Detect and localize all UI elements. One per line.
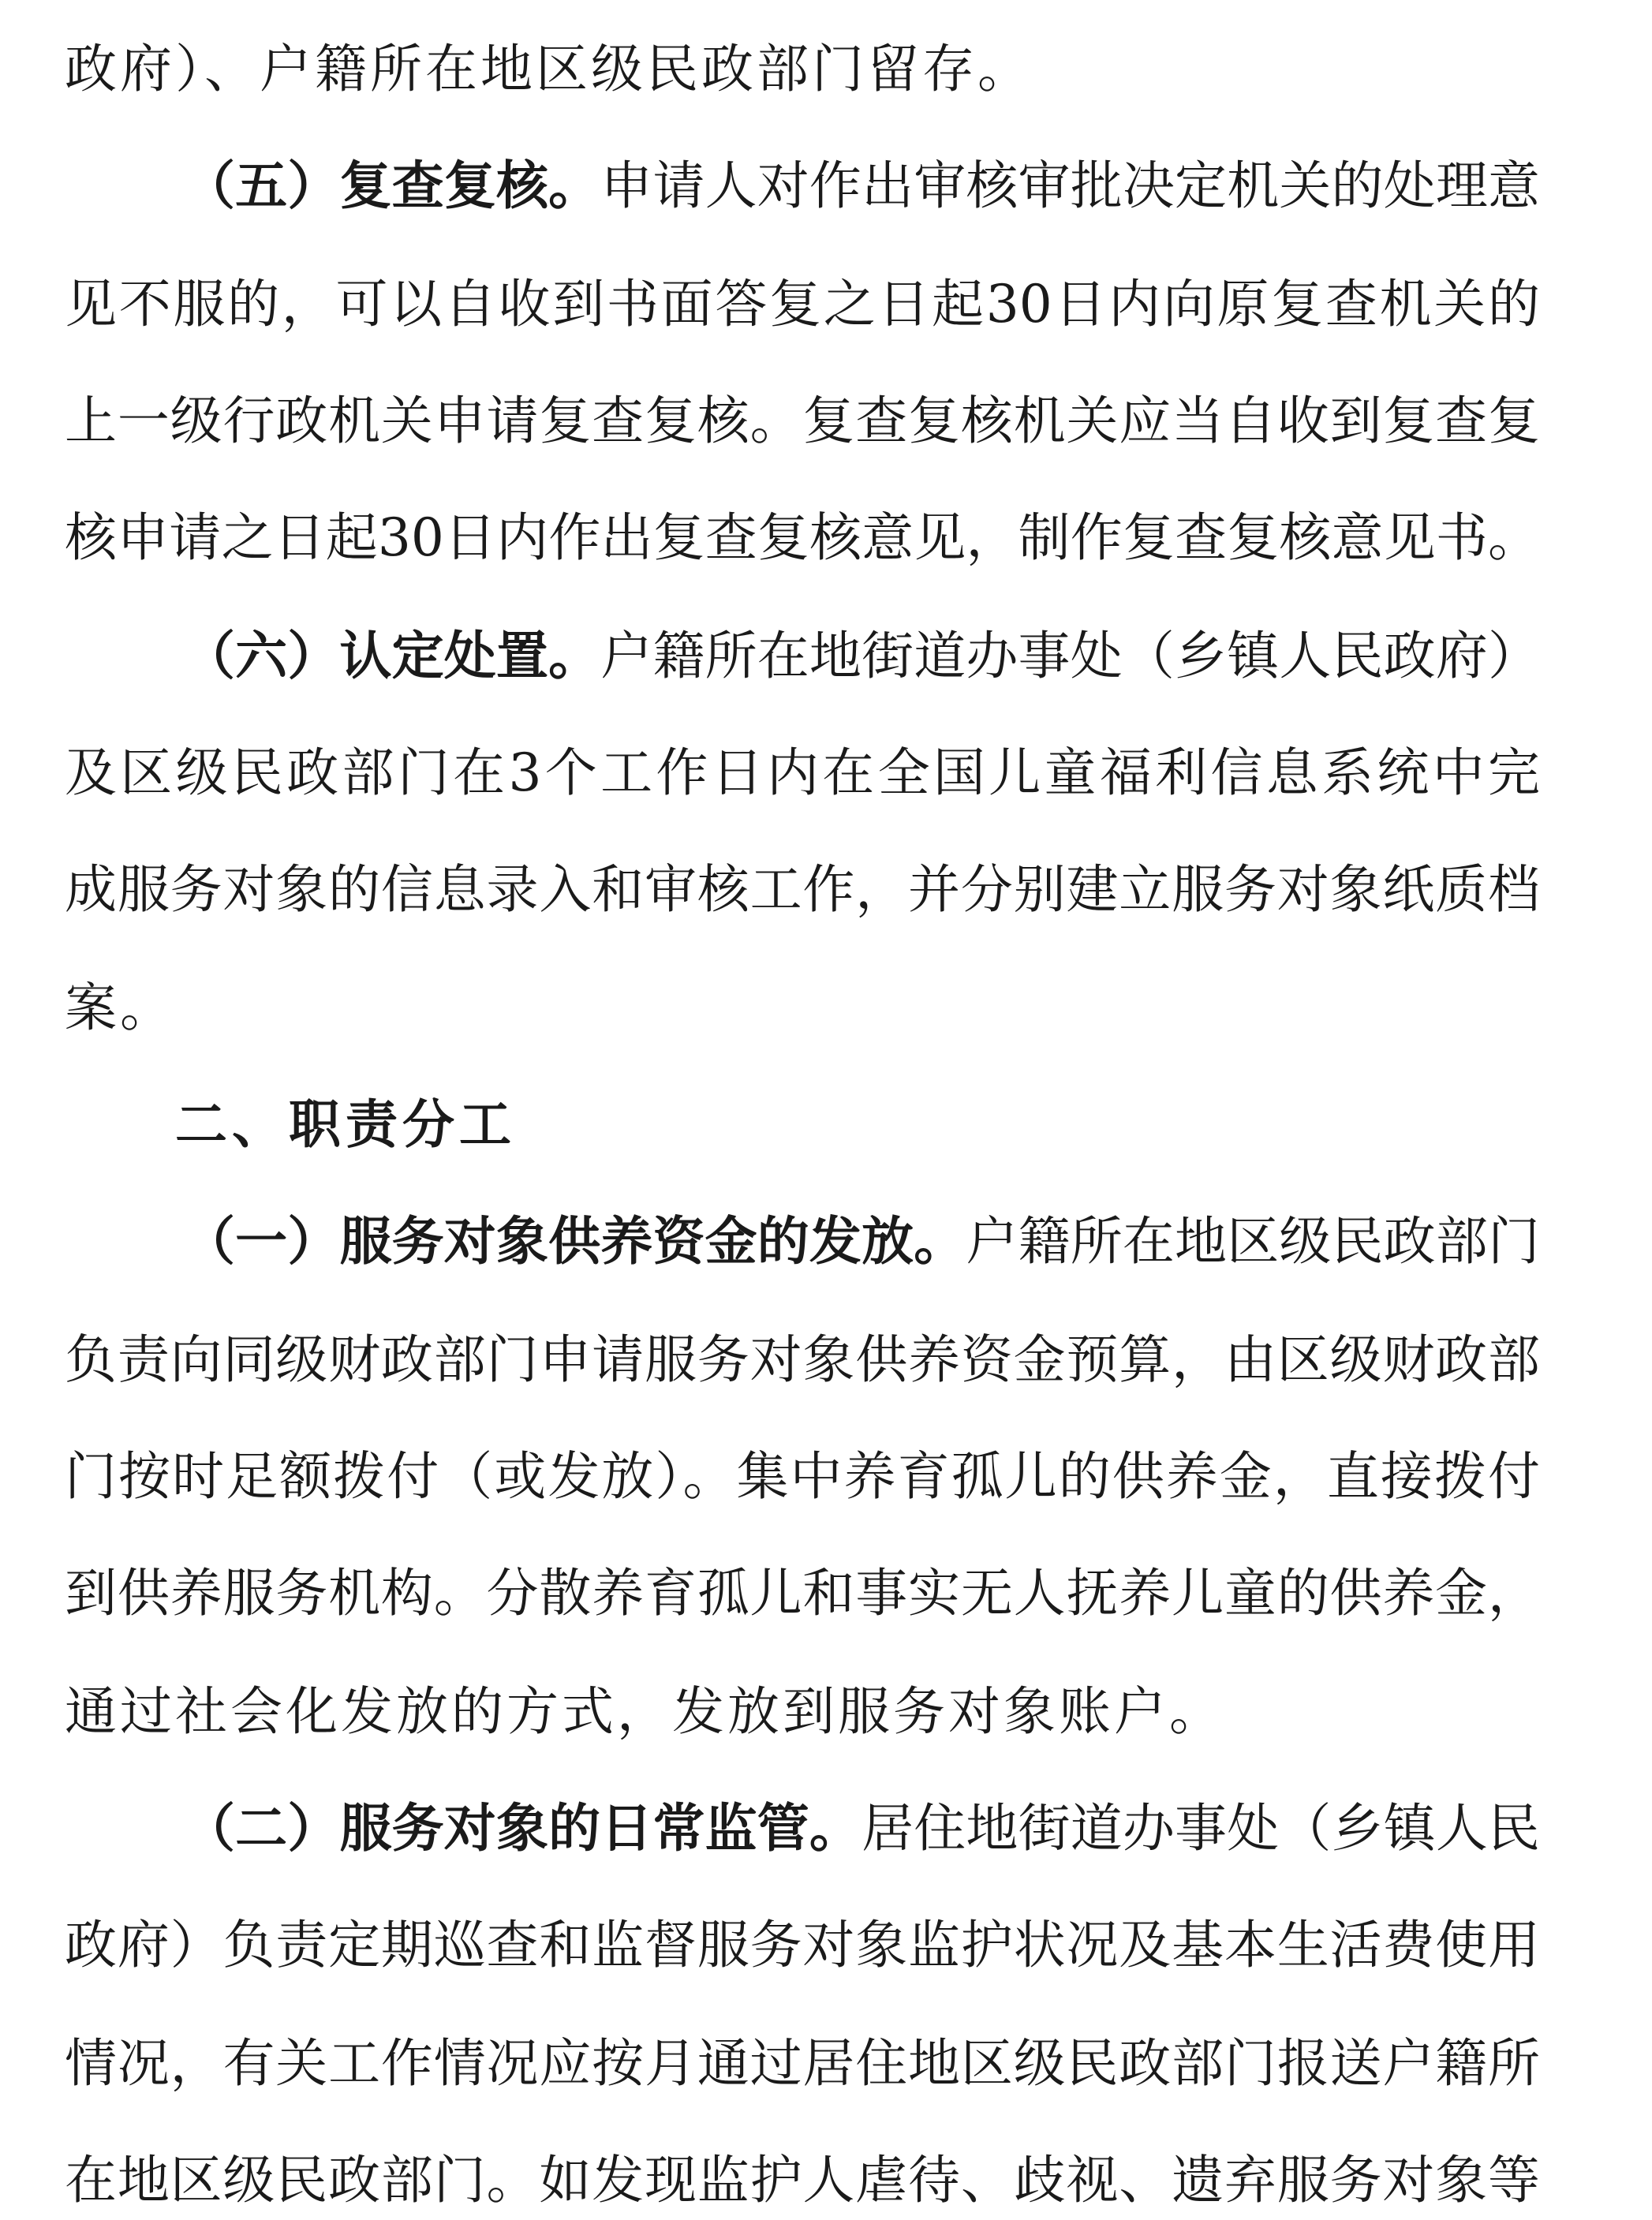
line-text: 户籍所在地街道办事处（乡镇人民政府） [600,626,1541,686]
paragraph-line [183,1202,1540,1281]
subsection-heading: （一）服务对象供养资金的发放。 [183,1211,966,1272]
paragraph-line [65,734,1540,813]
section-heading-text: 二、职责分工 [175,1094,516,1155]
subsection-heading: （六）认定处置。 [183,626,601,686]
paragraph-line [65,265,1540,344]
line-text: 上一级行政机关申请复查复核。复查复核机关应当自收到复查复 [65,391,1540,451]
line-text: 见不服的，可以自收到书面答复之日起30日内向原复查机关的 [65,274,1540,334]
line-text: 政府）负责定期巡查和监督服务对象监护状况及基本生活费使用 [65,1915,1540,1975]
paragraph-line [183,1789,1540,1868]
line-text: 情况，有关工作情况应按月通过居住地区级民政部门报送户籍所 [65,2033,1540,2094]
paragraph-line [65,1906,1540,1985]
line-text: 负责向同级财政部门申请服务对象供养资金预算，由区级财政部 [65,1329,1540,1390]
paragraph-line [65,1672,1224,1751]
section-heading [175,1086,516,1164]
paragraph-line [183,147,1540,226]
line-text: 政府）、户籍所在地区级民政部门留存。 [65,39,1033,99]
paragraph-line [65,850,1540,929]
paragraph-line [65,1321,1540,1400]
subsection-heading: （二）服务对象的日常监管。 [183,1798,862,1859]
paragraph-line [65,30,1033,109]
line-text: 到供养服务机构。分散养育孤儿和事实无人抚养儿童的供养金， [65,1563,1540,1624]
line-text: 成服务对象的信息录入和审核工作，并分别建立服务对象纸质档 [65,859,1540,920]
line-text: 核申请之日起30日内作出复查复核意见，制作复查复核意见书。 [65,507,1540,568]
paragraph-line [65,1437,1540,1516]
line-text: 及区级民政部门在3个工作日内在全国儿童福利信息系统中完 [65,742,1540,803]
paragraph-line [65,1554,1540,1633]
paragraph-line [183,617,1540,696]
paragraph-line [65,2141,1540,2220]
line-text: 户籍所在地区级民政部门 [966,1211,1541,1272]
subsection-heading: （五）复查复核。 [183,155,601,216]
paragraph-line [65,2024,1540,2103]
line-text: 居住地街道办事处（乡镇人民 [862,1798,1541,1859]
line-text: 申请人对作出审核审批决定机关的处理意 [600,155,1541,216]
paragraph-line [65,382,1540,461]
line-text: 门按时足额拨付（或发放）。集中养育孤儿的供养金，直接拨付 [65,1446,1540,1507]
line-text: 案。 [65,977,175,1038]
paragraph-line [65,499,1540,577]
line-text: 在地区级民政部门。如发现监护人虐待、歧视、遗弃服务对象等 [65,2150,1540,2211]
line-text: 通过社会化发放的方式，发放到服务对象账户。 [65,1681,1224,1742]
paragraph-line [65,969,175,1048]
